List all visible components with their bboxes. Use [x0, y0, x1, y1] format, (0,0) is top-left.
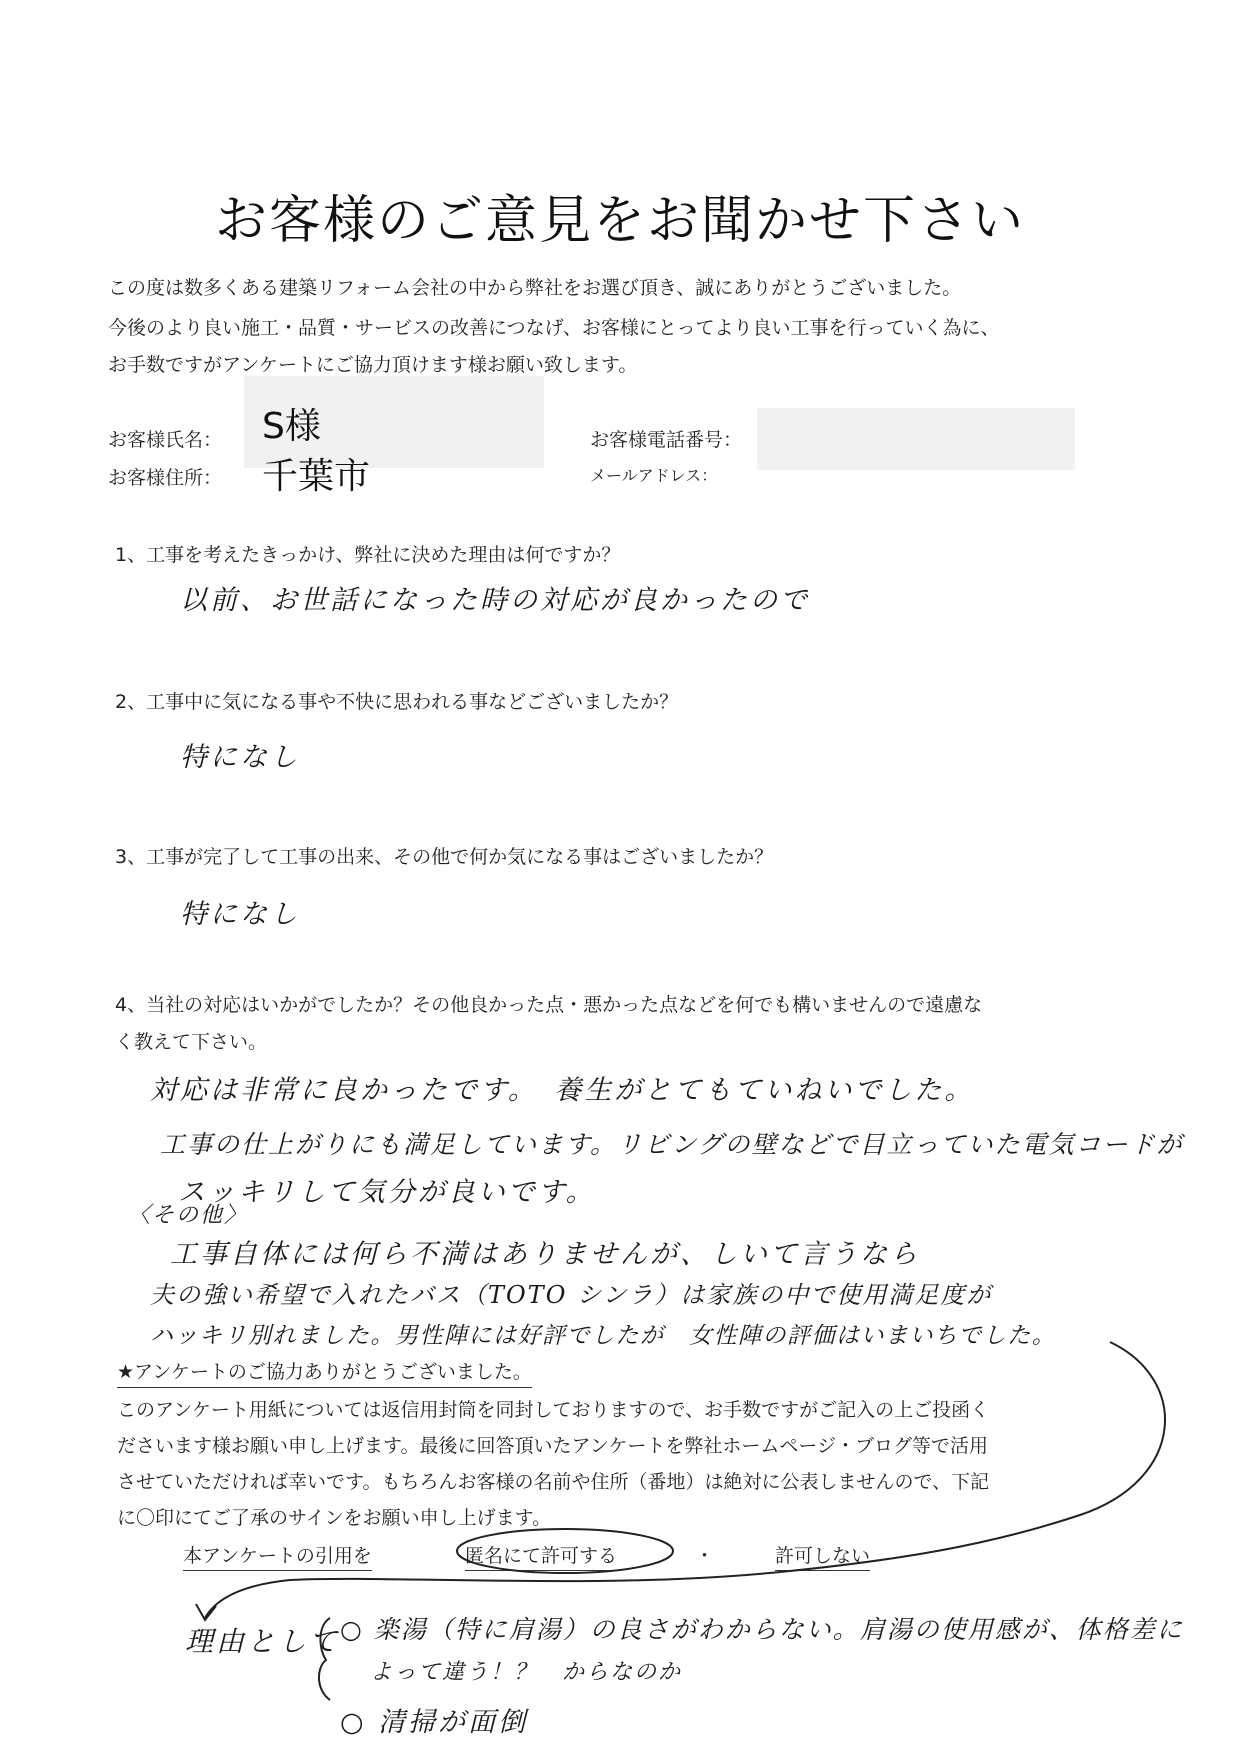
- intro-line-3: お手数ですがアンケートにご協力頂けます様お願い致します。: [108, 354, 638, 376]
- closing-line-1: このアンケート用紙については返信用封筒を同封しておりますので、お手数ですがご記入の上ご投函く: [117, 1399, 990, 1421]
- arrow-head: [196, 1604, 216, 1620]
- answer-4-line-5: 夫の強い希望で入れたバス（TOTO シンラ）は家族の中で使用満足度が: [150, 1281, 993, 1309]
- reason-item-1-continued: よって違う！？ からなのか: [370, 1660, 683, 1685]
- question-2: 2、工事中に気になる事や不快に思われる事などございましたか？: [115, 691, 679, 713]
- answer-4-line-1: 対応は非常に良かったです。 養生がとてもていねいでした。: [150, 1075, 975, 1106]
- closing-title: [117, 1357, 532, 1384]
- consent-separator: ・: [695, 1545, 715, 1567]
- answer-4-other-tag: 〈その他〉: [128, 1203, 249, 1228]
- reason-item-2: ○ 清掃が面倒: [340, 1707, 529, 1738]
- answer-3-line-1: 特になし: [180, 899, 300, 930]
- reason-item-1: ○ 楽湯（特に肩湯）の良さがわからない。肩湯の使用感が、体格差に: [340, 1615, 1184, 1644]
- customer-phone-label: お客様電話番号：: [590, 429, 743, 451]
- question-1: 1、工事を考えたきっかけ、弊社に決めた理由は何ですか？: [115, 544, 621, 566]
- closing-title-underline: [117, 1387, 532, 1389]
- intro-line-2: 今後のより良い施工・品質・サービスの改善につなげ、お客様にとってより良い工事を行っていく為に、: [108, 317, 1000, 339]
- closing-line-4: に〇印にてご了承のサインをお願い申し上げます。: [117, 1507, 552, 1529]
- answer-4-line-4: 工事自体には何ら不満はありませんが、しいて言うなら: [170, 1239, 920, 1270]
- reason-heading: 理由として: [185, 1625, 341, 1658]
- answer-1-line-1: 以前、お世話になった時の対応が良かったので: [180, 585, 810, 616]
- consent-option-yes[interactable]: 匿名にて許可する: [465, 1541, 617, 1571]
- question-4-continued: く教えて下さい。: [115, 1031, 268, 1053]
- consent-option-no[interactable]: 許可しない: [775, 1541, 870, 1571]
- closing-title-text: ★アンケートのご協力ありがとうございました。: [117, 1361, 532, 1383]
- closing-line-2: ださいます様お願い申し上げます。最後に回答頂いたアンケートを弊社ホームページ・ブログ等で活用: [117, 1435, 988, 1457]
- page-title: お客様のご意見をお聞かせ下さい: [214, 191, 1025, 251]
- customer-address-value: 千葉市: [262, 456, 371, 497]
- answer-4-line-3: スッキリして気分が良いです。: [178, 1177, 596, 1208]
- question-3: 3、工事が完了して工事の出来、その他で何か気になる事はございましたか？: [115, 846, 774, 868]
- answer-4-line-6: ハッキリ別れました。男性陣には好評でしたが 女性陣の評価はいまいちでした。: [150, 1323, 1057, 1349]
- customer-name-value: S様: [262, 406, 321, 447]
- phone-redaction: [757, 408, 1075, 470]
- consent-label: 本アンケートの引用を: [183, 1541, 372, 1571]
- intro-line-1: この度は数多くある建築リフォーム会社の中から弊社をお選び頂き、誠にありがとうございました。: [108, 277, 962, 299]
- customer-email-label: メールアドレス：: [590, 466, 718, 485]
- closing-line-3: させていただければ幸いです。もちろんお客様の名前や住所（番地）は絶対に公表しませんので、下記: [117, 1471, 990, 1493]
- answer-2-line-1: 特になし: [180, 742, 300, 773]
- customer-address-label: お客様住所：: [108, 467, 223, 489]
- answer-4-line-2: 工事の仕上がりにも満足しています。リビングの壁などで目立っていた電気コードが: [160, 1130, 1184, 1159]
- customer-name-label: お客様氏名：: [108, 429, 223, 451]
- question-4: 4、当社の対応はいかがでしたか？その他良かった点・悪かった点などを何でも構いませんので遠慮な: [115, 994, 983, 1016]
